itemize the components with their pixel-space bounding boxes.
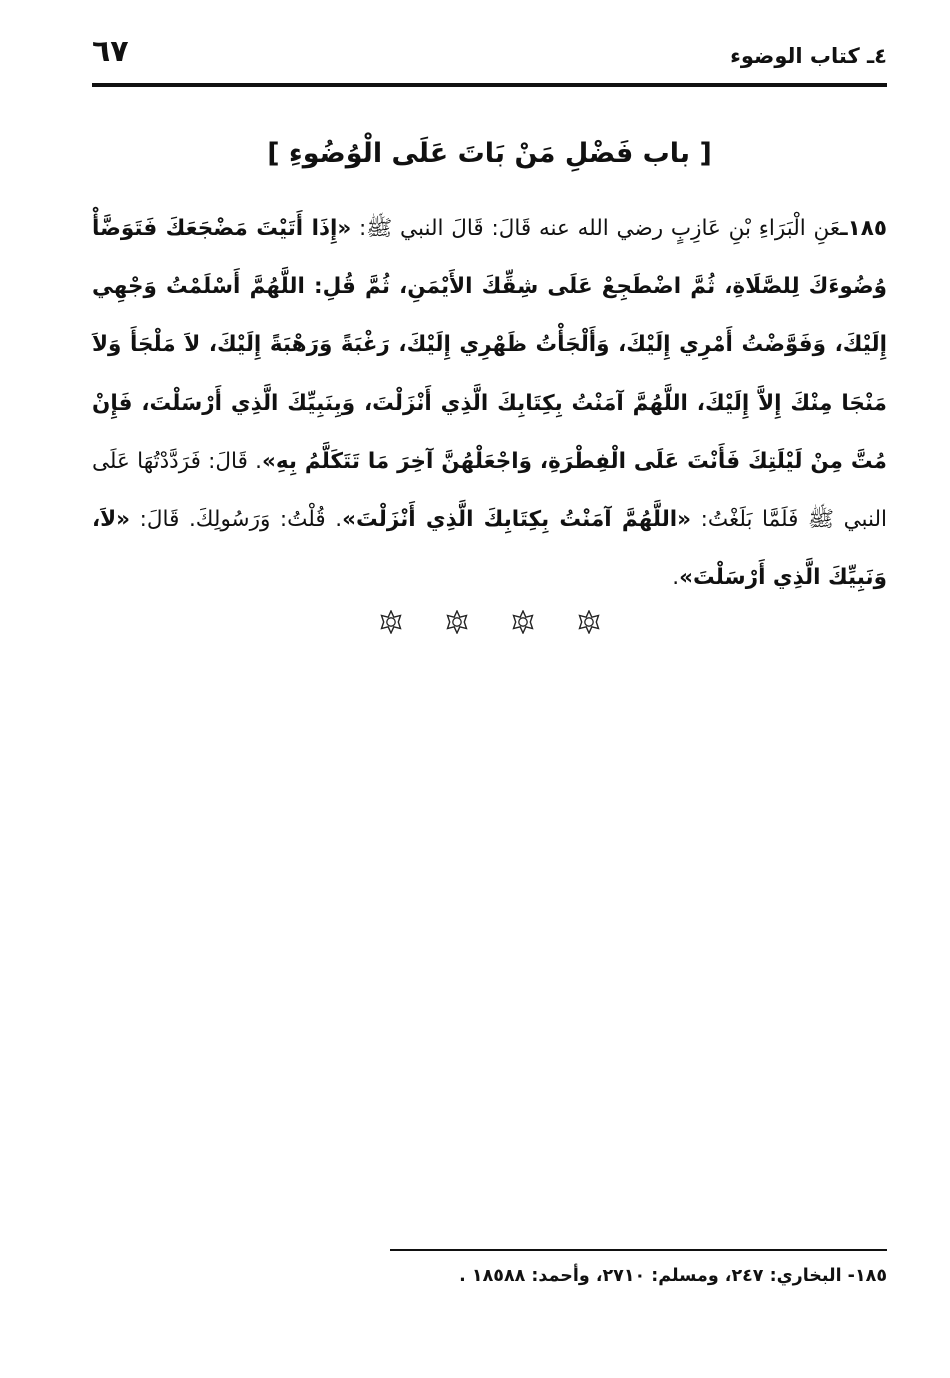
- hadith-quote-2: «اللَّهُمَّ آمَنْتُ بِكِتَابِكَ الَّذِي أَنْزَلْتَ»: [342, 507, 692, 533]
- footnote: ١٨٥- البخاري: ٢٤٧، ومسلم: ٢٧١٠، وأحمد: ١٨٥٨٨ .: [459, 1266, 887, 1286]
- hadith-quote-1: «إِذَا أَتَيْتَ مَضْجَعَكَ فَتَوَضَّأْ وُضُوءَكَ لِلصَّلَاةِ، ثُمَّ اضْطَجِعْ عَلَى شِقِّكَ الأَيْمَنِ، ثُمَّ قُلِ: اللَّهُمَّ أَسْلَمْتُ وَجْهِي إِلَيْكَ، وَفَوَّضْتُ أَمْرِي إِلَيْكَ، وَأَلْجَأْتُ ظَهْرِي إِلَيْكَ، رَغْبَةً وَرَهْبَةً إِلَيْكَ، لاَ مَلْجَأَ وَلاَ مَنْجَا مِنْكَ إِلاَّ إِلَيْكَ، اللَّهُمَّ آمَنْتُ بِكِتَابِكَ الَّذِي أَنْزَلْتَ، وَبِنَبِيِّكَ الَّذِي أَرْسَلْتَ، فَإِنْ مُتَّ مِنْ لَيْلَتِكَ فَأَنْتَ عَلَى الْفِطْرَةِ، وَاجْعَلْهُنَّ آخِرَ مَا تَتَكَلَّمُ بِهِ»: [92, 216, 887, 474]
- hadith-text: [92, 200, 887, 607]
- hadith-intro: عَنِ الْبَرَاءِ بْنِ عَازِبٍ رضي الله عنه قَالَ: قَالَ النبي ﷺ:: [351, 216, 841, 241]
- hadith-middle-2: . قُلْتُ: وَرَسُولِكَ. قَالَ:: [130, 507, 343, 533]
- chapter-title: ٤ـ كتاب الوضوء: [730, 44, 887, 68]
- section-title: [ باب فَضْلِ مَنْ بَاتَ عَلَى الْوُضُوءِ ]: [267, 138, 712, 169]
- star-ornament-icon: [379, 610, 403, 634]
- hadith-middle: . قَالَ: فَرَدَّدْتُهَا عَلَى النبي ﷺ فَلَمَّا بَلَغْتُ:: [92, 448, 887, 533]
- star-ornament-icon: [577, 610, 601, 634]
- star-ornament-icon: [511, 610, 535, 634]
- footnote-rule: [390, 1249, 887, 1251]
- page-number: ٦٧: [92, 34, 129, 69]
- section-separator: [92, 610, 887, 634]
- star-ornament-icon: [445, 610, 469, 634]
- hadith-end: .: [672, 565, 680, 591]
- hadith-quote-3: «لاَ، وَنَبِيِّكَ الَّذِي أَرْسَلْتَ»: [92, 507, 887, 591]
- page-header: [92, 30, 887, 86]
- header-rule: [92, 83, 887, 87]
- hadith-number: ١٨٥ـ: [840, 216, 887, 241]
